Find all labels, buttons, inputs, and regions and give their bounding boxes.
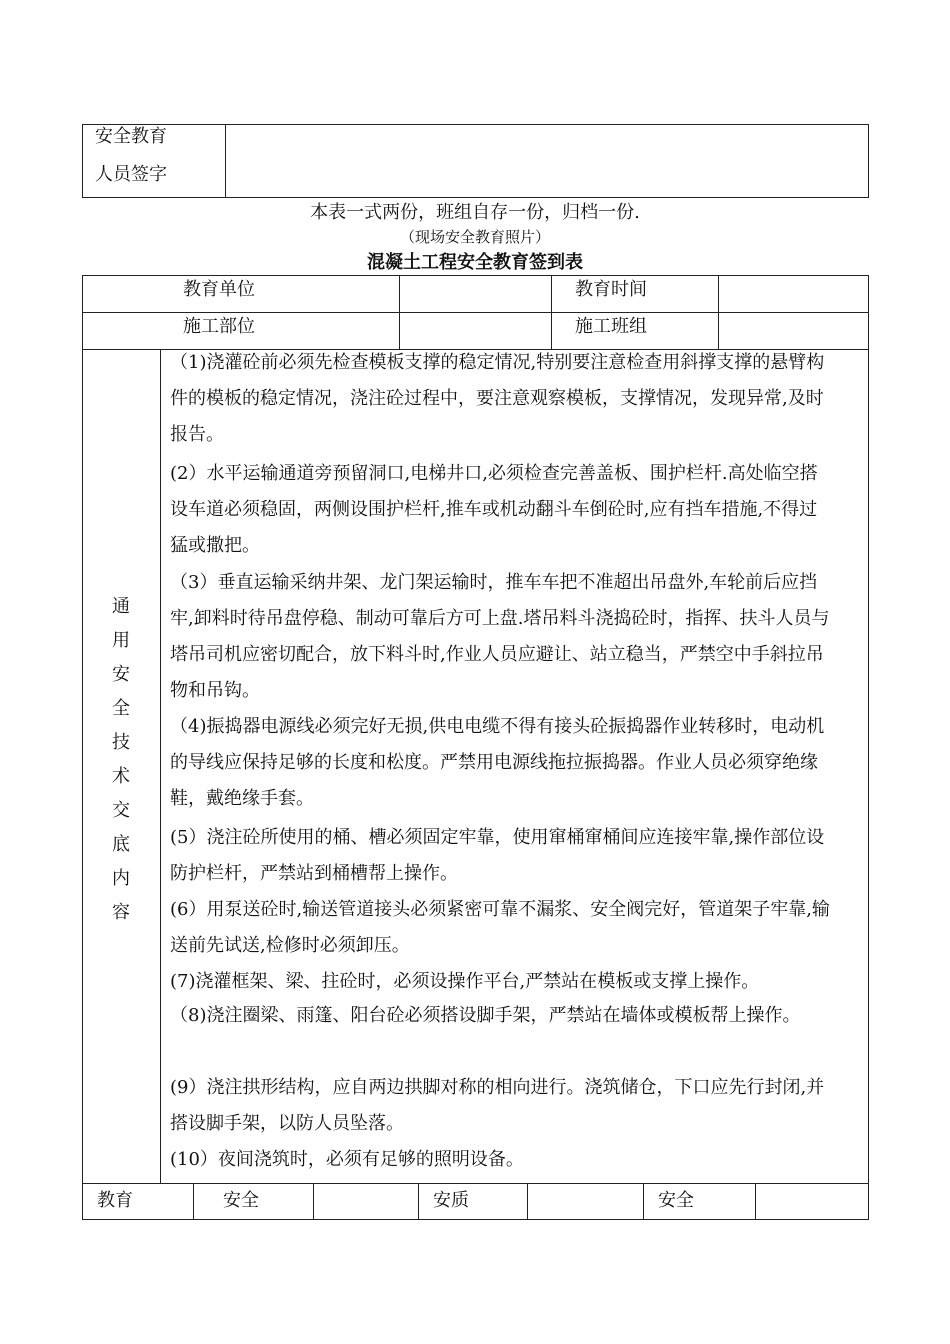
col-divider [551, 275, 552, 349]
content-label-divider [160, 349, 161, 1183]
col-divider [399, 275, 400, 349]
bottom-cell: 教育 [97, 1190, 133, 1211]
safety-item-6: (6）用泵送砼时,输送管道接头必须紧密可靠不漏浆、安全阀完好，管道架子牢靠,输送前先试送,检修时必须卸压。 [170, 899, 830, 956]
photo-note: （现场安全教育照片） [399, 228, 550, 246]
education-unit-label: 教育单位 [183, 279, 255, 300]
col-divider [527, 1183, 528, 1220]
safety-item-5: (5）浇注砼所使用的桶、槽必须固定牢靠，使用窜桶窜桶间应连接牢靠,操作部位设防护栏杆，严禁站到桶槽帮上操作。 [170, 827, 825, 884]
bottom-cell: 安全 [658, 1190, 694, 1211]
side-label-char: 通 [112, 596, 130, 617]
side-label-char: 容 [112, 902, 130, 923]
side-label-char: 安 [112, 664, 130, 685]
col-divider [755, 1183, 756, 1220]
safety-item-9: (9）浇注拱形结构，应自两边拱脚对称的相向进行。浇筑储仓，下口应先行封闭,并搭设脚手架，以防人员坠落。 [170, 1077, 825, 1134]
side-label-char: 交 [112, 800, 130, 821]
safety-item-3: （3）垂直运输采纳井架、龙门架运输时，推车车把不准超出吊盘外,车轮前后应挡牢,卸料时待吊盘停稳、制动可靠后方可上盘.塔吊料斗浇捣砼时，指挥、扶斗人员与塔吊司机应密切配合，放下料斗时,作业人员应避让、站立稳当，严禁空中手斜拉吊物和吊钩。 [170, 572, 830, 701]
safety-item-10: (10）夜间浇筑时，必须有足够的照明设备。 [170, 1149, 524, 1170]
signature-table-divider [225, 124, 226, 198]
col-divider [718, 275, 719, 349]
safety-item-7: (7)浇灌框架、梁、拄砼时，必须设操作平台,严禁站在模板或支撑上操作。 [170, 971, 760, 992]
construction-part-label: 施工部位 [183, 316, 255, 337]
construction-team-label: 施工班组 [575, 316, 647, 337]
bottom-cell: 安质 [433, 1190, 469, 1211]
row-divider [82, 1183, 869, 1184]
side-label-char: 术 [112, 766, 130, 787]
side-label-char: 底 [112, 834, 130, 855]
col-divider [643, 1183, 644, 1220]
signature-label-line1: 安全教育 [95, 126, 167, 147]
safety-item-4: （4)振捣器电源线必须完好无损,供电电缆不得有接头砼振捣器作业转移时，电动机的导线应保持足够的长度和松度。严禁用电源线拖拉振捣器。作业人员必须穿绝缘鞋，戴绝缘手套。 [170, 716, 825, 809]
side-label-char: 技 [112, 732, 130, 753]
col-divider [313, 1183, 314, 1220]
row-divider [82, 312, 869, 313]
side-label-char: 内 [112, 868, 130, 889]
safety-item-8: （8)浇注圈梁、雨篷、阳台砼必须搭设脚手架，严禁站在墙体或模板帮上操作。 [170, 1005, 801, 1026]
signature-label-line2: 人员签字 [95, 164, 167, 185]
safety-item-2: (2）水平运输通道旁预留洞口,电梯井口,必须检查完善盖板、围护栏杆.高处临空搭设车道必须稳固，两侧设围护栏杆,推车或机动翻斗车倒砼时,应有挡车措施,不得过猛或撒把。 [170, 463, 818, 556]
education-time-label: 教育时间 [575, 279, 647, 300]
signature-table [82, 124, 869, 198]
copies-note: 本表一式两份，班组自存一份，归档一份. [310, 202, 640, 223]
bottom-cell: 安全 [223, 1190, 259, 1211]
side-label-char: 用 [112, 630, 130, 651]
side-label-char: 全 [112, 698, 130, 719]
page-title: 混凝土工程安全教育签到表 [367, 252, 583, 273]
safety-item-1: （1)浇灌砼前必须先检查模板支撑的稳定情况,特别要注意检查用斜撑支撑的悬臂构件的模板的稳定情况，浇注砼过程中，要注意观察模板，支撑情况，发现异常,及时报告。 [170, 352, 825, 445]
col-divider [418, 1183, 419, 1220]
col-divider [193, 1183, 194, 1220]
